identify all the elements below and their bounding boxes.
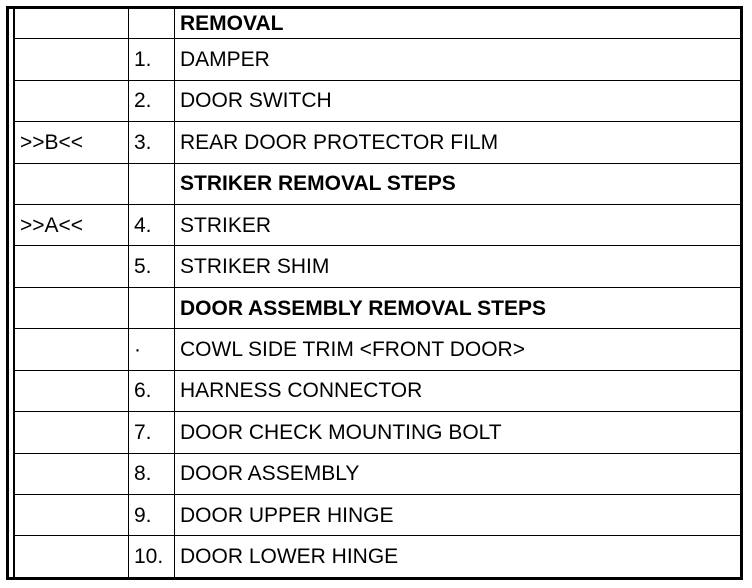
step-description-cell: STRIKER SHIM — [175, 246, 741, 287]
table-row — [15, 80, 741, 121]
reference-mark-cell — [15, 370, 129, 411]
table-row-removal — [15, 9, 741, 39]
reference-mark-cell — [15, 329, 129, 370]
reference-mark-cell — [15, 287, 129, 328]
reference-mark-cell — [15, 80, 129, 121]
step-number-cell: · — [129, 329, 175, 370]
table-row — [15, 494, 741, 535]
section-heading: STRIKER REMOVAL STEPS — [175, 163, 741, 204]
step-description-cell: DOOR LOWER HINGE — [175, 536, 741, 578]
step-number-cell: 6. — [129, 370, 175, 411]
step-description-cell: STRIKER — [175, 205, 741, 246]
reference-mark-cell — [15, 536, 129, 578]
table-row-door-assembly-heading — [15, 287, 741, 328]
section-heading: DOOR ASSEMBLY REMOVAL STEPS — [175, 287, 741, 328]
section-heading: REMOVAL — [175, 9, 741, 39]
step-number-cell: 1. — [129, 39, 175, 80]
table-row — [15, 39, 741, 80]
step-number-cell: 3. — [129, 122, 175, 163]
step-description-cell: DOOR SWITCH — [175, 80, 741, 121]
reference-mark-cell — [15, 9, 129, 39]
step-number-cell — [129, 163, 175, 204]
table-row — [15, 329, 741, 370]
step-description-cell: HARNESS CONNECTOR — [175, 370, 741, 411]
reference-mark-cell — [15, 453, 129, 494]
step-number-cell — [129, 287, 175, 328]
step-description-cell: DAMPER — [175, 39, 741, 80]
step-number-cell: 4. — [129, 205, 175, 246]
table-row — [15, 122, 741, 163]
reference-mark-cell: >>A<< — [15, 205, 129, 246]
step-number-cell: 9. — [129, 494, 175, 535]
removal-steps-table — [14, 8, 741, 578]
table-row — [15, 205, 741, 246]
step-number-cell: 2. — [129, 80, 175, 121]
step-number-cell: 5. — [129, 246, 175, 287]
reference-mark-cell — [15, 163, 129, 204]
step-description-cell: DOOR ASSEMBLY — [175, 453, 741, 494]
table-row — [15, 370, 741, 411]
table-row — [15, 246, 741, 287]
reference-mark-cell: >>B<< — [15, 122, 129, 163]
step-description-cell: DOOR CHECK MOUNTING BOLT — [175, 412, 741, 453]
step-description-cell: REAR DOOR PROTECTOR FILM — [175, 122, 741, 163]
table-row — [15, 536, 741, 578]
reference-mark-cell — [15, 494, 129, 535]
reference-mark-cell — [15, 246, 129, 287]
step-number-cell: 10. — [129, 536, 175, 578]
step-description-cell: DOOR UPPER HINGE — [175, 494, 741, 535]
step-number-cell: 7. — [129, 412, 175, 453]
table-row — [15, 412, 741, 453]
step-description-cell: COWL SIDE TRIM <FRONT DOOR> — [175, 329, 741, 370]
table-row — [15, 453, 741, 494]
reference-mark-cell — [15, 412, 129, 453]
step-number-cell — [129, 9, 175, 39]
table-row-striker-heading — [15, 163, 741, 204]
step-number-cell: 8. — [129, 453, 175, 494]
reference-mark-cell — [15, 39, 129, 80]
